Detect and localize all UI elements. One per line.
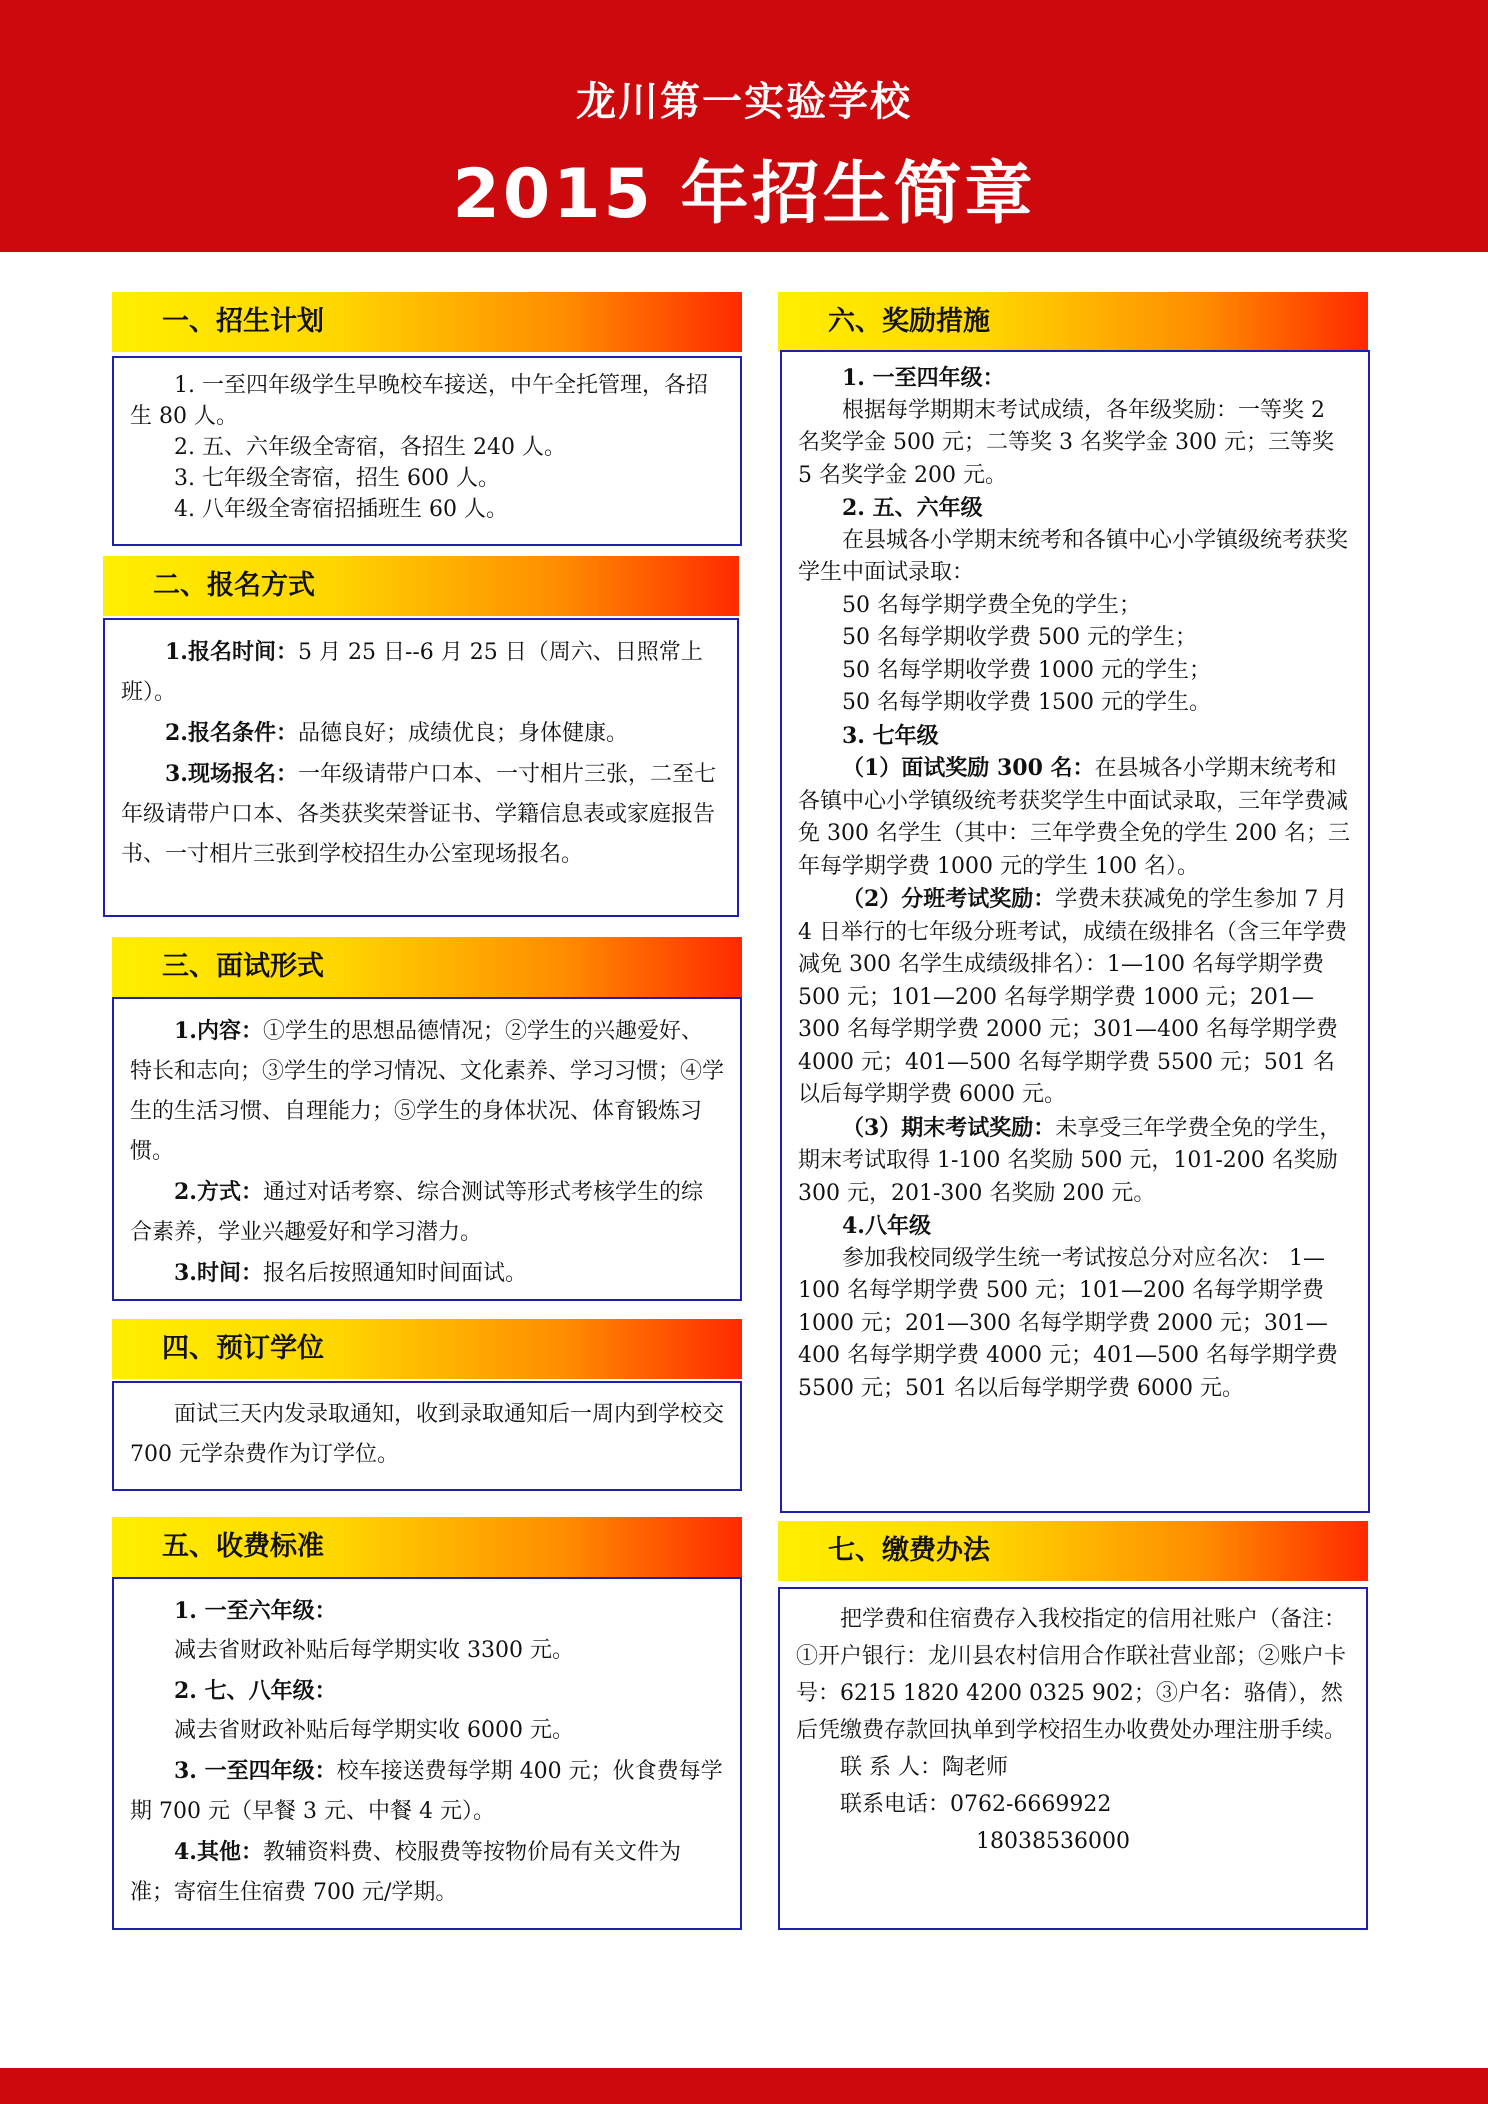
registration-item [121, 754, 721, 875]
rewards-item [798, 752, 1352, 883]
rewards-item-label: （3）期末考试奖励： [842, 1114, 1056, 1141]
section-box-rewards [780, 350, 1370, 1513]
plan-line-4: 4. 八年级全寄宿招插班生 60 人。 [174, 497, 508, 522]
contact-person: 联 系 人：陶老师 [840, 1755, 1008, 1780]
interview-item [130, 1253, 724, 1294]
fees-item-label: 4.其他： [174, 1839, 263, 1865]
fees-text-2: 减去省财政补贴后每学期实收 6000 元。 [174, 1718, 574, 1743]
registration-item-text: 一年级请带户口本、一寸相片三张，二至七年级请带户口本、各类获奖荣誉证书、学籍信息表或家庭报告书、一寸相片三张到学校招生办公室现场报名。 [121, 762, 716, 867]
registration-item-text: 品德良好；成绩优良；身体健康。 [297, 721, 628, 746]
interview-item-label: 1.内容： [174, 1018, 263, 1044]
registration-item [121, 632, 721, 713]
fees-item [130, 1832, 724, 1913]
payment-text: 把学费和住宿费存入我校指定的信用社账户（备注：①开户银行：龙川县农村信用合作联社营业部；②账户卡号：6215 1820 4200 0325 902；③户名：骆倩），然后凭缴费存款回执单到学校招生办收费处办理注册手续。 [796, 1607, 1347, 1743]
plan-line-1: 1. 一至四年级学生早晚校车接送，中午全托管理，各招生 80 人。 [130, 373, 708, 429]
plan-line-3: 3. 七年级全寄宿，招生 600 人。 [174, 466, 500, 491]
rewards-group-1-heading: 1. 一至四年级： [842, 365, 1005, 391]
fees-item-text: 校车接送费每学期 400 元；伙食费每学期 700 元（早餐 3 元、中餐 4 元）。 [130, 1759, 723, 1824]
section-box-interview [112, 997, 742, 1301]
rewards-list-item: 50 名每学期收学费 1500 元的学生。 [842, 690, 1211, 715]
section-heading-reserve: 四、预订学位 [112, 1319, 742, 1379]
rewards-item [798, 1112, 1352, 1211]
fees-item-text: 教辅资料费、校服费等按物价局有关文件为准；寄宿生住宿费 700 元/学期。 [130, 1840, 681, 1905]
rewards-item-text: 未享受三年学费全免的学生，期末考试取得 1-100 名奖励 500 元，101-200 名奖励 300 元，201-300 名奖励 200 元。 [798, 1115, 1342, 1206]
fees-text-1: 减去省财政补贴后每学期实收 3300 元。 [174, 1638, 574, 1663]
rewards-item-label: （2）分班考试奖励： [842, 886, 1056, 912]
rewards-list-item: 50 名每学期学费全免的学生； [842, 592, 1141, 618]
interview-item [130, 1172, 724, 1253]
fees-item [130, 1751, 724, 1832]
interview-item-label: 3.时间： [174, 1260, 263, 1286]
fees-item-label: 3. 一至四年级： [174, 1758, 337, 1784]
section-box-plan [112, 356, 742, 546]
contact-phone: 联系电话：0762-6669922 [840, 1792, 1112, 1817]
section-box-payment [778, 1587, 1368, 1930]
section-box-fees [112, 1577, 742, 1930]
rewards-item-text: 学费未获减免的学生参加 7 月 4 日举行的七年级分班考试，成绩在级排名（含三年学费减免 300 名学生成绩级排名）：1—100 名每学期学费 500 元；101—200 名每学期学费 1000 元；201—300 名每学期学费 2000 元；301—400 名每学期学费 4000 元；401—500 名每学期学费 5500 元；501 名以后每学期学费 6000 元。 [798, 887, 1348, 1107]
section-heading-plan: 一、招生计划 [112, 292, 742, 352]
registration-item-text: 5 月 25 日--6 月 25 日（周六、日照常上班）。 [121, 640, 703, 705]
registration-item-label: 1.报名时间： [165, 639, 298, 665]
interview-item-text: 通过对话考察、综合测试等形式考核学生的综合素养，学业兴趣爱好和学习潜力。 [130, 1180, 703, 1245]
school-name: 龙川第一实验学校 [576, 79, 912, 125]
rewards-group-4-text: 参加我校同级学生统一考试按总分对应名次： 1—100 名每学期学费 500 元；101—200 名每学期学费 1000 元；201—300 名每学期学费 2000 元；301—400 名每学期学费 4000 元；401—500 名每学期学费 5500 元；501 名以后每学期学费 6000 元。 [798, 1245, 1338, 1401]
fees-heading-1: 1. 一至六年级： [174, 1598, 337, 1624]
fees-heading-2: 2. 七、八年级： [174, 1678, 337, 1704]
rewards-group-3-heading: 3. 七年级 [842, 722, 939, 749]
section-heading-interview: 三、面试形式 [112, 937, 742, 997]
rewards-item-label: （1）面试奖励 300 名： [842, 755, 1095, 781]
section-heading-rewards: 六、奖励措施 [778, 292, 1368, 352]
contact-phone-2: 18038536000 [976, 1829, 1130, 1854]
registration-item-label: 2.报名条件： [165, 720, 298, 746]
section-heading-registration: 二、报名方式 [103, 556, 739, 616]
rewards-group-1-text: 根据每学期期末考试成绩，各年级奖励：一等奖 2 名奖学金 500 元；二等奖 3 名奖学金 300 元；三等奖 5 名奖学金 200 元。 [798, 397, 1334, 488]
interview-item-text: 报名后按照通知时间面试。 [262, 1261, 527, 1286]
header-banner [0, 0, 1488, 252]
registration-item-label: 3.现场报名： [165, 761, 298, 787]
section-heading-payment: 七、缴费办法 [778, 1521, 1368, 1581]
rewards-group-2-text: 在县城各小学期末统考和各镇中心小学镇级统考获奖学生中面试录取： [798, 527, 1349, 585]
section-box-reserve [112, 1381, 742, 1491]
rewards-item-text: 在县城各小学期末统考和各镇中心小学镇级统考获奖学生中面试录取，三年学费减免 300 名学生（其中：三年学费全免的学生 200 名；三年每学期学费 1000 元的学生 100 名）。 [798, 756, 1350, 879]
reserve-text: 面试三天内发录取通知，收到录取通知后一周内到学校交 700 元学杂费作为订学位。 [130, 1402, 725, 1467]
section-box-registration [103, 618, 739, 917]
rewards-list-item: 50 名每学期收学费 1000 元的学生； [842, 657, 1211, 683]
interview-item-text: ①学生的思想品德情况；②学生的兴趣爱好、特长和志向；③学生的学习情况、文化素养、学习习惯；④学生的生活习惯、自理能力；⑤学生的身体状况、体育锻炼习惯。 [130, 1019, 725, 1164]
interview-item-label: 2.方式： [174, 1179, 263, 1205]
page-title: 2015 年招生简章 [452, 155, 1036, 234]
interview-item [130, 1011, 724, 1172]
section-heading-fees: 五、收费标准 [112, 1517, 742, 1577]
rewards-list-item: 50 名每学期收学费 500 元的学生； [842, 625, 1197, 650]
rewards-item [798, 883, 1352, 1112]
plan-line-2: 2. 五、六年级全寄宿，各招生 240 人。 [174, 435, 566, 460]
rewards-group-2-heading: 2. 五、六年级 [842, 495, 983, 521]
registration-item [121, 713, 721, 754]
footer-bar [0, 2068, 1488, 2104]
rewards-group-4-heading: 4.八年级 [842, 1213, 931, 1239]
